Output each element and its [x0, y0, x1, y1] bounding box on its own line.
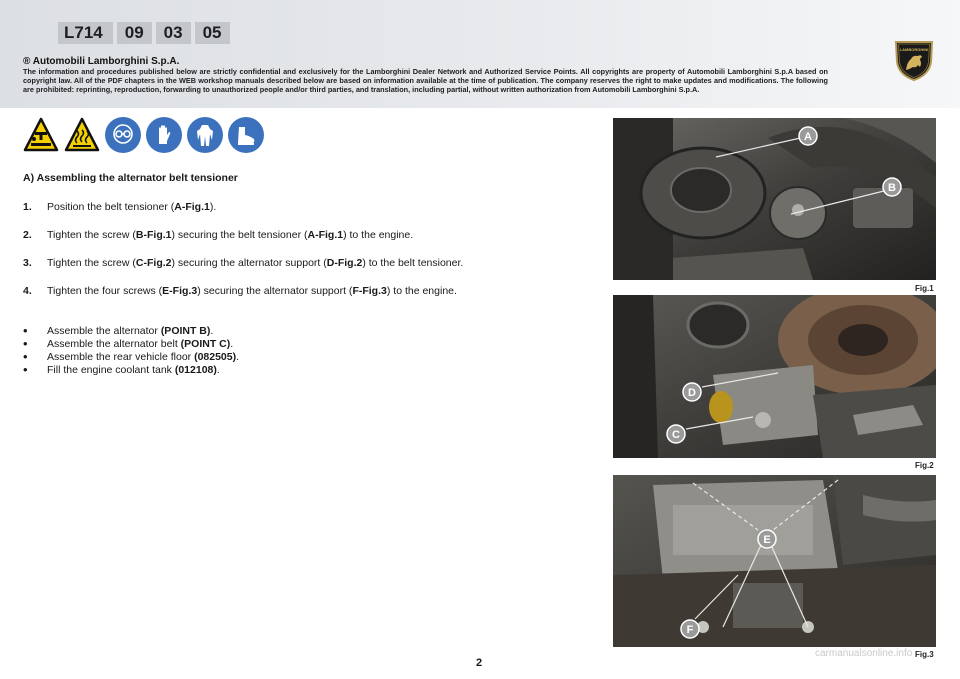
svg-text:C: C [672, 429, 680, 441]
step-text: Tighten the four screws (E-Fig.3) securing the alternator support (F-Fig.3) to the engine. [47, 285, 457, 297]
svg-text:E: E [763, 534, 771, 546]
crush-hazard-icon [23, 117, 59, 153]
list-item: • Assemble the alternator belt (POINT C). [23, 336, 234, 351]
code-group: L714 [58, 22, 113, 44]
bullet-icon: • [23, 336, 28, 351]
callout-e [756, 528, 778, 555]
fig2-label: Fig.2 [915, 461, 934, 470]
step-number: 4. [23, 285, 32, 297]
hot-surface-icon [64, 117, 100, 153]
step-1 [23, 201, 603, 214]
step-text: Tighten the screw (C-Fig.2) securing the alternator support (D-Fig.2) to the belt tensioner. [47, 257, 464, 269]
list-item: • Fill the engine coolant tank (012108). [23, 362, 220, 377]
procedure-steps [23, 201, 603, 313]
step-text: Position the belt tensioner (A-Fig.1). [47, 201, 217, 213]
step-number: 2. [23, 229, 32, 241]
step-text: Tighten the screw (B-Fig.1) securing the belt tensioner (A-Fig.1) to the engine. [47, 229, 414, 241]
code-procedure: 05 [195, 22, 230, 44]
callout-b [881, 176, 903, 203]
overalls-icon [187, 117, 223, 153]
fig3-photo [613, 475, 936, 647]
callout-c [665, 423, 687, 450]
logo-wordmark: LAMBORGHINI [899, 47, 929, 52]
fig3-label: Fig.3 [915, 650, 934, 659]
document-code [58, 22, 230, 44]
fig1-label: Fig.1 [915, 284, 934, 293]
gloves-icon [146, 117, 182, 153]
company-name: ® Automobili Lamborghini S.p.A. [23, 56, 180, 67]
bullet-icon: • [23, 362, 28, 377]
callout-d [681, 381, 703, 408]
step-2 [23, 229, 603, 242]
list-item: • Assemble the alternator (POINT B). [23, 323, 214, 338]
step-number: 1. [23, 201, 32, 213]
fig2-photo [613, 295, 936, 458]
section-title: A) Assembling the alternator belt tensioner [23, 172, 238, 184]
lamborghini-logo [893, 38, 935, 82]
svg-text:D: D [688, 387, 696, 399]
callout-f [679, 618, 701, 645]
svg-text:F: F [686, 624, 694, 636]
step-number: 3. [23, 257, 32, 269]
step-3 [23, 257, 603, 270]
callout-a [797, 125, 819, 152]
safety-shoes-icon [228, 117, 264, 153]
bullet-icon: • [23, 323, 28, 338]
follow-up-list [23, 325, 239, 377]
goggles-icon [105, 117, 141, 153]
watermark: carmanualsonline.info [815, 648, 913, 659]
code-section: 09 [117, 22, 152, 44]
list-item: • Assemble the rear vehicle floor (082505). [23, 349, 240, 364]
safety-icons [23, 117, 264, 153]
code-subsection: 03 [156, 22, 191, 44]
copyright-disclaimer: The information and procedures published below are strictly confidential and exclusively for the Lamborghini Dealer Network and Authorized Service Points. All copyrights are property of Automobili Lamborghini S.p.A based on copyright law. All of the PDF chapters in the WEB workshop manuals described below are based on information available at the time of publication. The company reserves the right to make updates and modifications. The following are prohibited: reprinting, reproduction, forwarding to unauthorized people and/or third parties, and translation, including partial, without written authorization from Automobili Lamborghini S.p.A. [23, 67, 828, 95]
svg-text:A: A [804, 131, 812, 143]
step-4 [23, 285, 603, 298]
bullet-icon: • [23, 349, 28, 364]
svg-text:B: B [888, 182, 896, 194]
page-number: 2 [476, 657, 483, 669]
